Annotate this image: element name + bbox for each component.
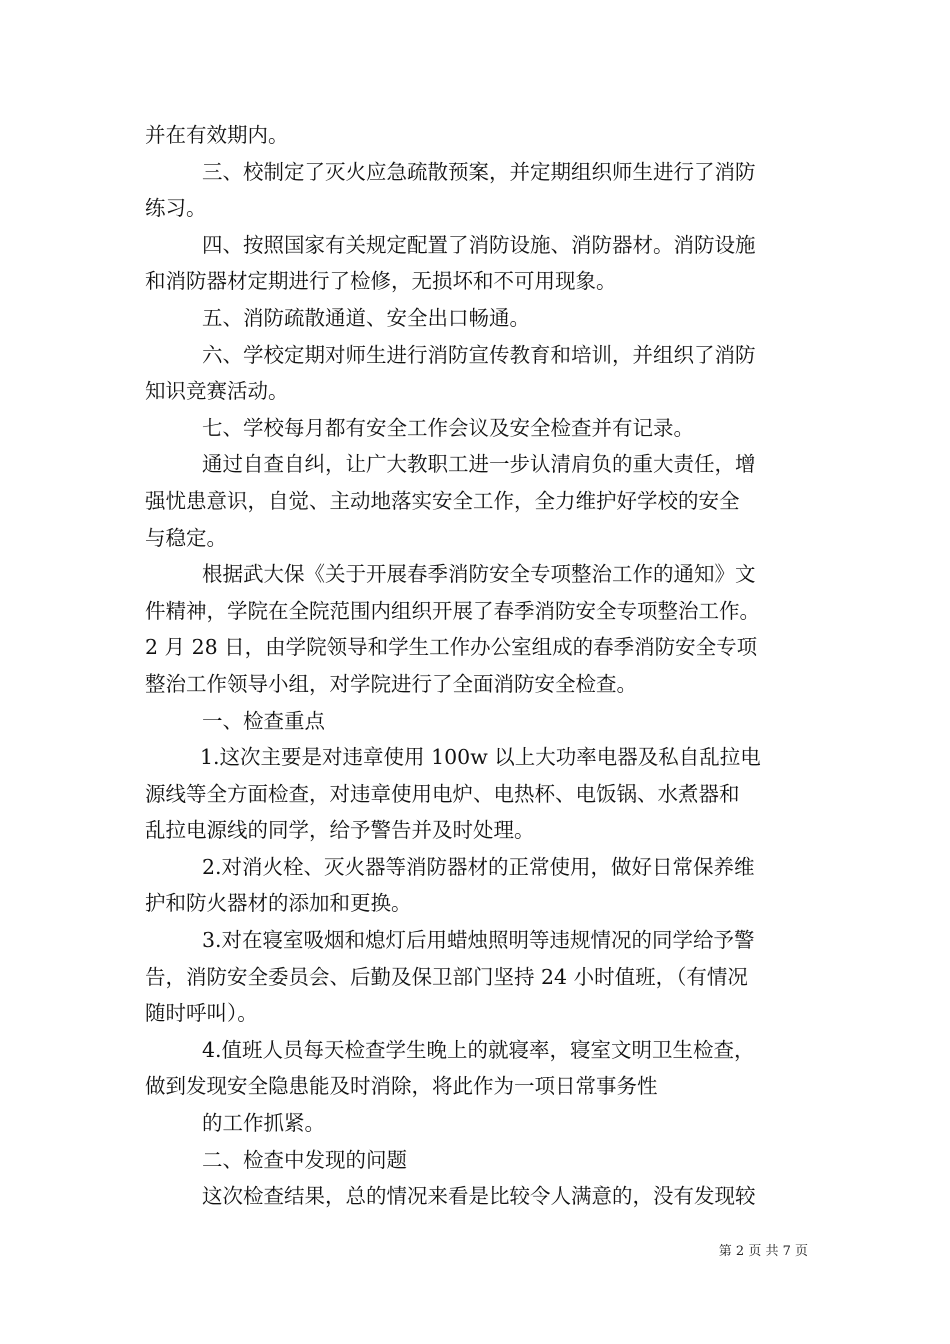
text-line: 源线等全方面检查，对违章使用电炉、电热杯、电饭锅、水煮器和 xyxy=(145,781,740,806)
text-line: 六、学校定期对师生进行消防宣传教育和培训，并组织了消防 xyxy=(202,342,756,367)
text-line: 做到发现安全隐患能及时消除，将此作为一项日常事务性 xyxy=(145,1074,658,1099)
text-line: 整治工作领导小组，对学院进行了全面消防安全检查。 xyxy=(145,671,637,696)
document-body xyxy=(145,117,810,1215)
text-line: 4.值班人员每天检查学生晚上的就寝率，寝室文明卫生检查， xyxy=(202,1037,755,1062)
text-line: 1.这次主要是对违章使用 100w 以上大功率电器及私自乱拉电 xyxy=(200,745,761,770)
text-line: 件精神，学院在全院范围内组织开展了春季消防安全专项整治工作。 xyxy=(145,598,760,623)
text-line: 练习。 xyxy=(145,196,207,221)
text-line: 并在有效期内。 xyxy=(145,123,289,147)
text-line: 知识竞赛活动。 xyxy=(145,379,289,404)
text-line: 2.对消火栓、灭火器等消防器材的正常使用，做好日常保养维 xyxy=(202,854,755,879)
text-line: 随时呼叫）。 xyxy=(145,1001,258,1026)
text-line: 这次检查结果，总的情况来看是比较令人满意的，没有发现较 xyxy=(202,1184,756,1209)
section-heading: 一、检查重点 xyxy=(202,708,325,733)
text-line: 和消防器材定期进行了检修，无损坏和不可用现象。 xyxy=(145,269,617,294)
page-number-footer: 第 2 页 共 7 页 xyxy=(718,1244,808,1259)
text-line: 的工作抓紧。 xyxy=(202,1111,325,1136)
text-line: 五、消防疏散通道、安全出口畅通。 xyxy=(202,305,530,330)
text-line: 七、学校每月都有安全工作会议及安全检查并有记录。 xyxy=(202,415,694,440)
text-line: 护和防火器材的添加和更换。 xyxy=(145,891,412,916)
text-line: 通过自查自纠，让广大教职工进一步认清肩负的重大责任，增 xyxy=(202,452,756,477)
text-line: 2 月 28 日，由学院领导和学生工作办公室组成的春季消防安全专项 xyxy=(145,635,758,660)
text-line: 强忧患意识，自觉、主动地落实安全工作，全力维护好学校的安全 xyxy=(145,488,740,513)
text-line: 三、校制定了灭火应急疏散预案，并定期组织师生进行了消防 xyxy=(202,159,756,184)
section-heading: 二、检查中发现的问题 xyxy=(202,1147,407,1172)
text-line: 3.对在寝室吸烟和熄灯后用蜡烛照明等违规情况的同学给予警 xyxy=(202,928,755,953)
text-line: 根据武大保《关于开展春季消防安全专项整治工作的通知》文 xyxy=(202,562,756,587)
text-line: 四、按照国家有关规定配置了消防设施、消防器材。消防设施 xyxy=(202,232,756,257)
text-line: 与稳定。 xyxy=(145,525,227,550)
text-line: 乱拉电源线的同学，给予警告并及时处理。 xyxy=(145,818,535,843)
text-line: 告，消防安全委员会、后勤及保卫部门坚持 24 小时值班，（有情况 xyxy=(145,964,748,989)
